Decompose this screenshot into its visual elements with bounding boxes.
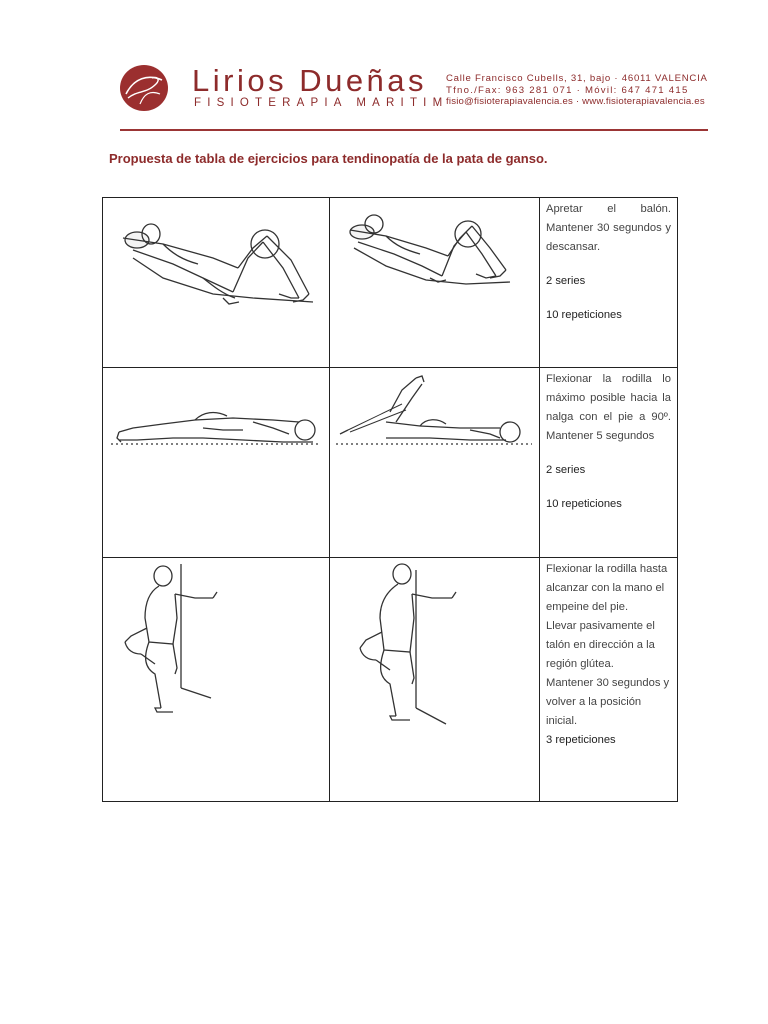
- prone-lying-illustration: [103, 368, 329, 556]
- contact-phone: Tfno./Fax: 963 281 071 · Móvil: 647 471 415: [446, 84, 689, 96]
- contact-block: [446, 73, 708, 108]
- document-title: Propuesta de tabla de ejercicios para tendinopatía de la pata de ganso.: [109, 151, 548, 166]
- exercise-repetitions: 3 repeticiones: [546, 734, 616, 746]
- letterhead: [0, 0, 768, 140]
- illustration-cell: [330, 368, 540, 558]
- logo-icon: [118, 64, 170, 112]
- instruction-cell: [540, 558, 678, 802]
- brand-name: Lirios Dueñas: [192, 63, 428, 98]
- illustration-cell: [330, 198, 540, 368]
- exercise-row: [103, 368, 678, 558]
- exercise-description: Flexionar la rodilla lo máximo posible hacia la nalga con el pie a 90º. Mantener 5 segundos: [546, 373, 671, 442]
- exercise-series: 2 series: [546, 275, 586, 287]
- prone-knee-flexion-band-illustration: [330, 368, 539, 556]
- supine-ball-squeeze-illustration: [103, 198, 329, 366]
- contact-address: Calle Francisco Cubells, 31, bajo · 46011 VALENCIA: [446, 73, 708, 84]
- supine-ball-squeeze-illustration: [330, 198, 539, 366]
- instruction-line: Flexionar la rodilla hasta alcanzar con la mano el empeine del pie.: [546, 563, 668, 613]
- exercise-row: [103, 558, 678, 802]
- brand-tagline: FISIOTERAPIA MARITIM: [194, 97, 449, 109]
- exercise-repetitions: 10 repeticiones: [546, 498, 622, 510]
- standing-quad-stretch-illustration: [103, 558, 329, 800]
- instruction-line: Llevar pasivamente el talón en dirección a la región glútea.: [546, 620, 655, 670]
- exercise-table: [102, 197, 678, 802]
- contact-web: fisio@fisioterapiavalencia.es · www.fisioterapiavalencia.es: [446, 96, 705, 107]
- illustration-cell: [330, 558, 540, 802]
- instruction-line: Mantener 30 segundos y volver a la posición inicial.: [546, 677, 670, 727]
- exercise-series: 2 series: [546, 464, 586, 476]
- exercise-description: [546, 560, 671, 731]
- instruction-cell: [540, 368, 678, 558]
- illustration-cell: [103, 368, 330, 558]
- instruction-cell: [540, 198, 678, 368]
- header-divider: [120, 129, 708, 131]
- standing-quad-stretch-illustration: [330, 558, 539, 800]
- illustration-cell: [103, 558, 330, 802]
- exercise-description: Apretar el balón. Mantener 30 segundos y descansar.: [546, 203, 671, 253]
- illustration-cell: [103, 198, 330, 368]
- exercise-row: [103, 198, 678, 368]
- exercise-repetitions: 10 repeticiones: [546, 309, 622, 321]
